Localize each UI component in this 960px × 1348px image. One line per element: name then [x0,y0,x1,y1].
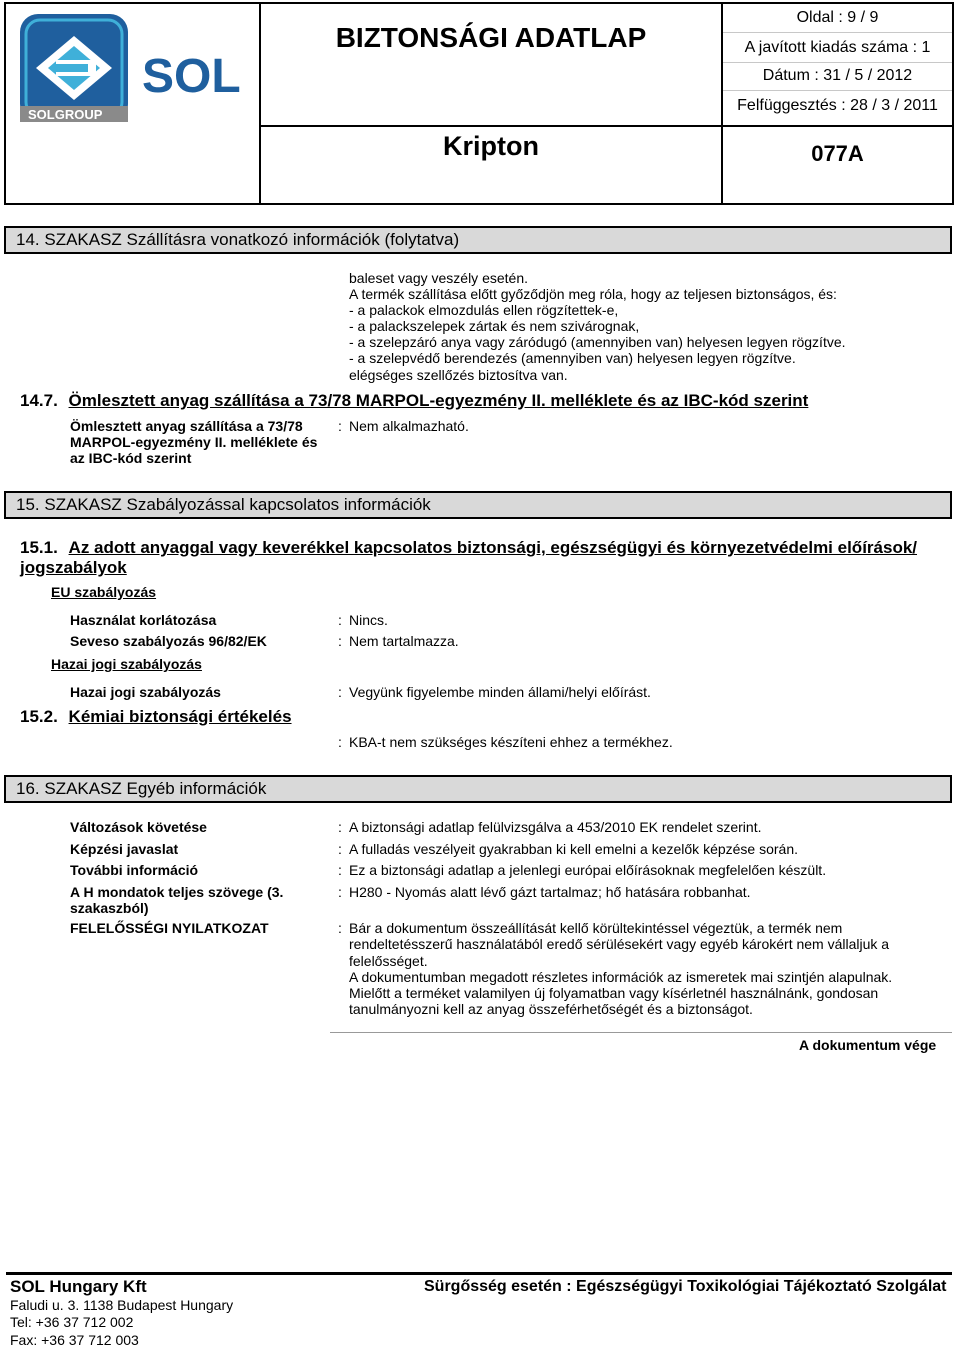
field-value: H280 - Nyomás alatt lévő gázt tartalmaz; hő hatására robbanhat. [349,884,751,900]
footer-fax: Fax: +36 37 712 003 [10,1332,139,1348]
text-line: felelősséget. [349,953,428,969]
field-label: Ömlesztett anyag szállítása a 73/78 [70,418,303,434]
colon: : [338,819,342,835]
footer-tel: Tel: +36 37 712 002 [10,1314,134,1330]
colon: : [338,920,342,936]
subsection-15-1-heading [20,538,917,558]
subsection-title: Kémiai biztonsági értékelés [68,707,292,726]
text-line: Bár a dokumentum összeállítását kellő körültekintéssel végeztük, a termék nem [349,920,843,936]
field-value: KBA-t nem szükséges készíteni ehhez a termékhez. [349,734,673,750]
colon: : [338,884,342,900]
text-line: rendeltetésszerű használatából eredő sérülésekért vagy egyéb károkért nem vállaljuk a [349,936,890,952]
colon: : [338,633,342,649]
meta-cell [723,4,952,203]
field-label: Változások követése [70,819,207,835]
colon: : [338,684,342,700]
logo-subtext: SOLGROUP [28,107,103,122]
issue-date: Dátum : 31 / 5 / 2012 [723,62,952,91]
text-line: tanulmányozni kell az anyag összeférhetőségét és a biztonságot. [349,1001,753,1017]
text-line: Mielőtt a terméket valamilyen új folyamatban vagy kísérletnél használnánk, gondosan [349,985,879,1001]
text-line: baleset vagy veszély esetén. [349,270,528,286]
text-line: - a palackok elmozdulás ellen rögzítettek-e, [349,302,619,318]
product-name: Kripton [443,131,539,161]
text-line: - a szelepzáró anya vagy záródugó (amennyiben van) helyesen legyen rögzítve. [349,334,846,350]
subsection-14-7-heading [20,391,808,411]
footer-company: SOL Hungary Kft [10,1277,147,1296]
divider [330,1032,952,1033]
colon: : [338,418,342,434]
subsection-number: 14.7. [20,391,58,410]
field-value: Vegyünk figyelembe minden állami/helyi előírást. [349,684,651,700]
text-line: A dokumentumban megadott részletes információk az ismeretek mai szintjén alapulnak. [349,969,893,985]
field-label: Hazai jogi szabályozás [70,684,221,700]
field-label: szakaszból) [70,900,149,916]
field-label: FELELŐSSÉGI NYILATKOZAT [70,920,269,936]
field-label: Használat korlátozása [70,612,217,628]
field-label: Seveso szabályozás 96/82/EK [70,633,267,649]
field-label: az IBC-kód szerint [70,450,192,466]
field-value: A fulladás veszélyeit gyakrabban ki kell emelni a kezelők képzése során. [349,841,799,857]
footer-emergency: Sürgősség esetén : Egészségügyi Toxikológiai Tájékoztató Szolgálat [424,1278,947,1295]
page-number: Oldal : 9 / 9 [723,4,952,33]
document-title: BIZTONSÁGI ADATLAP [335,22,647,53]
footer-divider [6,1272,952,1275]
revision-number: A javított kiadás száma : 1 [723,34,952,63]
national-regulation-heading: Hazai jogi szabályozás [51,656,202,672]
sol-logo-icon [16,12,256,132]
field-value: A biztonsági adatlap felülvizsgálva a 453/2010 EK rendelet szerint. [349,819,762,835]
colon: : [338,862,342,878]
title-cell [261,4,723,203]
supersedes-date: Felfüggesztés : 28 / 3 / 2011 [737,97,938,114]
field-label: MARPOL-egyezmény II. melléklete és [70,434,318,450]
eu-regulation-heading: EU szabályozás [51,584,157,600]
field-value: Nem alkalmazható. [349,418,469,434]
logo-text: SOL [142,50,241,103]
footer-address: Faludi u. 3. 1138 Budapest Hungary [10,1297,234,1313]
field-label: További információ [70,862,199,878]
section-14-bar: 14. SZAKASZ Szállításra vonatkozó információk (folytatva) [4,226,952,254]
document-end: A dokumentum vége [799,1037,937,1053]
text-line: elégséges szellőzés biztosítva van. [349,367,568,383]
text-line: - a palackszelepek zártak és nem szivárognak, [349,318,640,334]
field-value: Nincs. [349,612,388,628]
subsection-15-1-heading-cont [20,558,127,578]
field-value: Nem tartalmazza. [349,633,459,649]
subsection-number: 15.1. [20,538,58,557]
subsection-15-2-heading [20,707,292,727]
section-16-bar: 16. SZAKASZ Egyéb információk [4,775,952,803]
subsection-title: Az adott anyaggal vagy keverékkel kapcsolatos biztonsági, egészségügyi és környezetvédelmi előírások/ [68,538,918,557]
field-value: Ez a biztonsági adatlap a jelenlegi európai előírásoknak megfelelően készült. [349,862,827,878]
product-code: 077A [811,141,864,166]
divider [261,125,721,127]
text-line: - a szelepvédő berendezés (amennyiben van) helyesen legyen rögzítve. [349,350,796,366]
subsection-title: Ömlesztett anyag szállítása a 73/78 MARPOL-egyezmény II. melléklete és az IBC-kód szerint [68,391,809,410]
colon: : [338,841,342,857]
divider [723,125,952,127]
document-header [4,2,954,205]
subsection-title: jogszabályok [20,558,127,577]
section-15-bar: 15. SZAKASZ Szabályozással kapcsolatos információk [4,491,952,519]
text-line: A termék szállítása előtt győződjön meg róla, hogy az teljesen biztonságos, és: [349,286,837,302]
field-label: Képzési javaslat [70,841,179,857]
colon: : [338,612,342,628]
subsection-number: 15.2. [20,707,58,726]
colon: : [338,734,342,750]
company-logo-cell [6,4,261,203]
field-label: A H mondatok teljes szövege (3. [70,884,284,900]
